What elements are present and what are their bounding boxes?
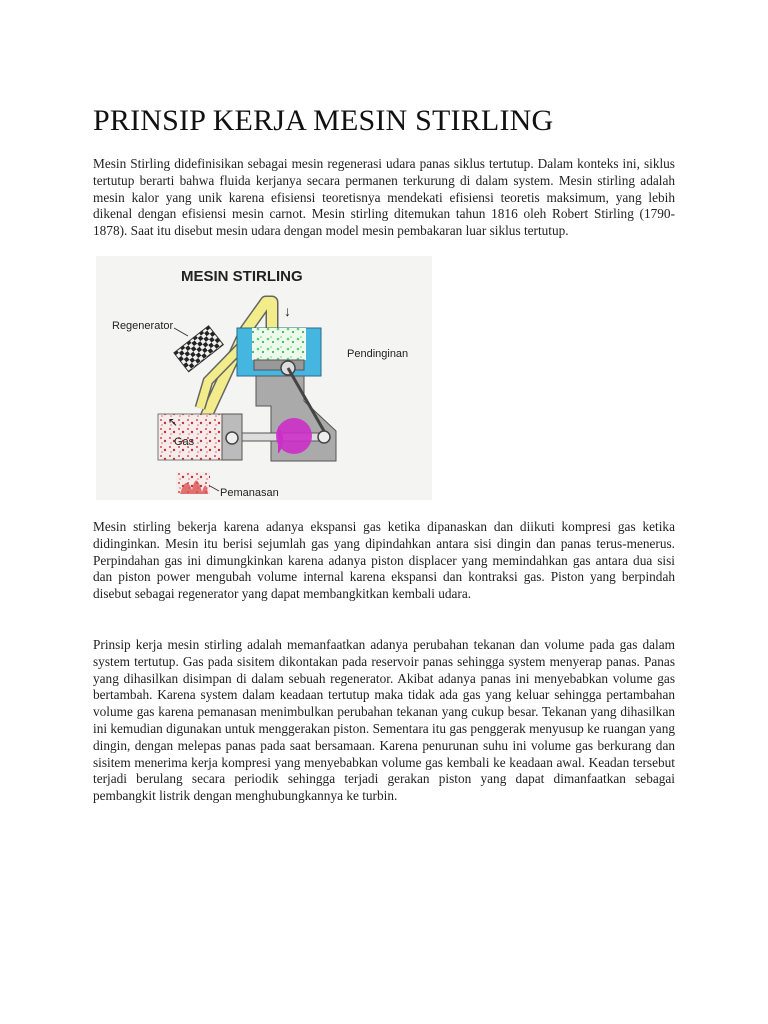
diagram-title: MESIN STIRLING [181,268,303,285]
heater-label: Pemanasan [220,487,279,499]
up-left-arrow-icon: ↖ [168,415,179,429]
paragraph-intro: Mesin Stirling didefinisikan sebagai mesin regenerasi udara panas siklus tertutup. Dalam konteks ini, siklus tertutup berarti bahwa fluida kerjanya secara permanen terkurung di dalam system. Mesin stirling adalah mesin kalor yang unik karena efisiensi teoretisnya mendekati efisiensi teoretis maksimum, yang lebih dikenal dengan efisiensi mesin carnot. Mesin stirling ditemukan tahun 1816 oleh Robert Stirling (1790-1878). Saat itu disebut mesin udara dengan model mesin pembakaran luar siklus tertutup. [93,156,675,239]
regenerator-label: Regenerator [112,320,174,332]
page-title: PRINSIP KERJA MESIN STIRLING [93,104,554,137]
down-arrow-icon: ↓ [284,303,291,319]
paragraph-principle: Prinsip kerja mesin stirling adalah memanfaatkan adanya perubahan tekanan dan volume pada gas dalam system tertutup. Gas pada sisitem dikontakan pada reservoir panas sehingga system menyerap panas. Panas yang dihasilkan disimpan di dalam sebuah regenerator. Akibat adanya panas ini menyebabkan volume gas bertambah. Karena system dalam keadaan tertutup maka tidak ada gas yang keluar sehingga pertambahan volume gas karena pemanasan menimbulkan perubahan tekanan yang cukup besar. Tekanan yang dihasilkan ini kemudian digunakan untuk menggerakan piston. Sementara itu gas penggerak menyusup ke ruangan yang dingin, dengan melepas panas pada saat bersamaan. Karena penurunan suhu ini volume gas berkurang dan sisitem menerima kerja kompresi yang menyebabkan volume gas kembali ke keadaan awal. Keadan tersebut terjadi berulang secara periodik sehingga terjadi gerakan piston yang dapat dimanfaatkan sebagai pembangkit listrik dengan menghubungkannya ke turbin. [93,637,675,804]
cooler-label: Pendinginan [347,348,409,360]
paragraph-working: Mesin stirling bekerja karena adanya ekspansi gas ketika dipanaskan dan diikuti kompresi gas ketika didinginkan. Mesin itu berisi sejumlah gas yang dipindahkan antara sisi dingin dan panas terus-menerus. Perpindahan gas ini dimungkinkan karena adanya piston displacer yang memindahkan gas antara dua sisi dan piston power mengubah volume internal karena ekspansi dan kontraksi gas. Piston yang berpindah disebut sebagai regenerator yang dapat membangkitkan kembali udara. [93,519,675,602]
stirling-engine-diagram [96,256,432,500]
gas-label: Gas [174,436,195,448]
heater-flame [176,472,210,494]
cooler-cylinder [237,328,321,376]
